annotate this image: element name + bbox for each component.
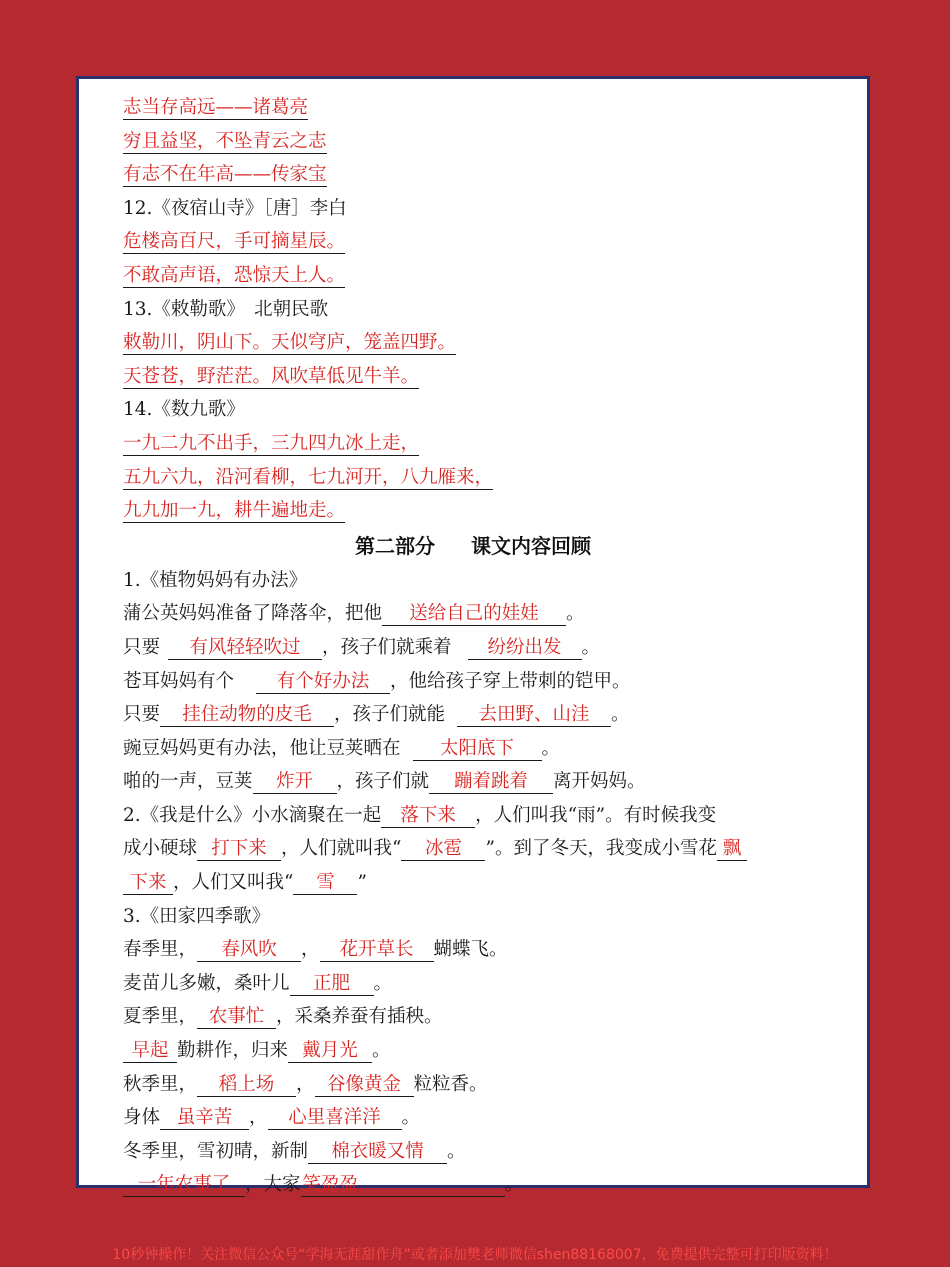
answer-blank: 炸开 xyxy=(253,771,337,794)
lesson-title-3: 3.《田家四季歌》 xyxy=(123,905,271,927)
answer-blank: 棉衣暖又情 xyxy=(308,1141,447,1164)
answer-blank: 心里喜洋洋 xyxy=(268,1107,402,1130)
footer-notice: 10秒钟操作！关注微信公众号“学海无涯甜作舟”或者添加樊老师微信shen88168007，免费提供完整可打印版资料！ xyxy=(112,1247,838,1263)
fill-line: 春季里， 春风吹 ， 花开草长 蝴蝶飞。 xyxy=(123,939,508,961)
answer-blank: 谷像黄金 xyxy=(315,1074,414,1097)
fill-line: 早起 勤耕作，归来 戴月光 。 xyxy=(123,1034,823,1068)
lesson-title-1: 1.《植物妈妈有办法》 xyxy=(123,569,308,591)
poem-line: 危楼高百尺，手可摘星辰。 xyxy=(123,231,346,253)
answer-blank: 春风吹 xyxy=(197,939,301,962)
answer-blank: 正肥 xyxy=(290,973,374,996)
answer-blank: 稻上场 xyxy=(197,1074,296,1097)
answer-blank: 虽辛苦 xyxy=(160,1107,249,1130)
answer-blank: 挂住动物的皮毛 xyxy=(160,704,334,727)
fill-line: 一年农事了 ，大家 笑盈盈 。 xyxy=(123,1168,823,1202)
answer-blank: 有风轻轻吹过 xyxy=(168,637,322,660)
worksheet-page xyxy=(76,76,870,1196)
poem-line: 天苍苍，野茫茫。风吹草低见牛羊。 xyxy=(123,365,420,387)
answer-blank: 花开草长 xyxy=(320,939,434,962)
quote-line: 有志不在年高——传家宝 xyxy=(123,164,327,186)
poem-title-12: 12.《夜宿山寺》［唐］李白 xyxy=(123,197,347,219)
fill-line: 豌豆妈妈更有办法，他让豆荚晒在 太阳底下 。 xyxy=(123,737,561,759)
poem-line: 九九加一九，耕牛遍地走。 xyxy=(123,500,346,522)
answer-blank: 太阳底下 xyxy=(413,738,542,761)
answer-blank: 落下来 xyxy=(381,805,475,828)
fill-line: 蒲公英妈妈准备了降落伞，把他 送给自己的娃娃 。 xyxy=(123,603,585,625)
section-heading: 第二部分 课文内容回顾 xyxy=(355,533,591,558)
fill-line: 成小硬球 打下来 ，人们就叫我“ 冰雹 ”。到了冬天，我变成小雪花 飘 xyxy=(123,832,823,866)
answer-blank: 雪 xyxy=(293,872,357,895)
poem-line: 一九二九不出手，三九四九冰上走， xyxy=(123,432,420,454)
answer-blank: 飘 xyxy=(717,838,747,861)
fill-line: 只要 有风轻轻吹过 ，孩子们就乘着 纷纷出发 。 xyxy=(123,636,601,658)
fill-line: 麦苗儿多嫩，桑叶儿 正肥 。 xyxy=(123,972,393,994)
poem-line: 敕勒川，阴山下。天似穹庐，笼盖四野。 xyxy=(123,332,457,354)
fill-line: 啪的一声，豆荚 炸开 ，孩子们就 蹦着跳着 离开妈妈。 xyxy=(123,771,646,793)
answer-blank: 笑盈盈 xyxy=(301,1174,505,1197)
answer-blank: 一年农事了 xyxy=(123,1174,245,1197)
fill-line: 身体 虽辛苦 ， 心里喜洋洋 。 xyxy=(123,1107,421,1129)
answer-blank: 戴月光 xyxy=(288,1040,372,1063)
answer-blank: 早起 xyxy=(123,1040,177,1063)
fill-line: 2.《我是什么》小水滴聚在一起 落下来 ，人们叫我“雨”。有时候我变 xyxy=(123,804,717,826)
poem-line: 五九六九，沿河看柳，七九河开，八九雁来， xyxy=(123,466,494,488)
poem-title-14: 14.《数九歌》 xyxy=(123,399,245,421)
fill-line: 下来 ，人们又叫我“ 雪 ” xyxy=(123,866,823,900)
answer-blank: 纷纷出发 xyxy=(468,637,582,660)
poem-line: 不敢高声语，恐惊天上人。 xyxy=(123,264,346,286)
answer-blank: 有个好办法 xyxy=(256,671,390,694)
answer-blank: 农事忙 xyxy=(197,1006,276,1029)
answer-blank: 打下来 xyxy=(197,838,281,861)
fill-line: 夏季里， 农事忙 ，采桑养蚕有插秧。 xyxy=(123,1006,443,1028)
answer-blank: 冰雹 xyxy=(401,838,485,861)
quote-line: 志当存高远——诸葛亮 xyxy=(123,97,309,118)
answer-blank: 下来 xyxy=(123,872,173,895)
quote-line: 穷且益坚，不坠青云之志 xyxy=(123,130,327,152)
answer-blank: 送给自己的娃娃 xyxy=(382,603,566,626)
fill-line: 只要 挂住动物的皮毛 ，孩子们就能 去田野、山洼 。 xyxy=(123,704,630,726)
answer-blank: 蹦着跳着 xyxy=(429,771,553,794)
poem-title-13: 13.《敕勒歌》 北朝民歌 xyxy=(123,298,329,320)
answer-blank: 去田野、山洼 xyxy=(457,704,611,727)
fill-line: 苍耳妈妈有个 有个好办法 ，他给孩子穿上带刺的铠甲。 xyxy=(123,670,631,692)
fill-line: 秋季里， 稻上场 ， 谷像黄金 粒粒香。 xyxy=(123,1073,488,1095)
fill-line: 冬季里，雪初晴，新制 棉衣暖又情 。 xyxy=(123,1140,466,1162)
